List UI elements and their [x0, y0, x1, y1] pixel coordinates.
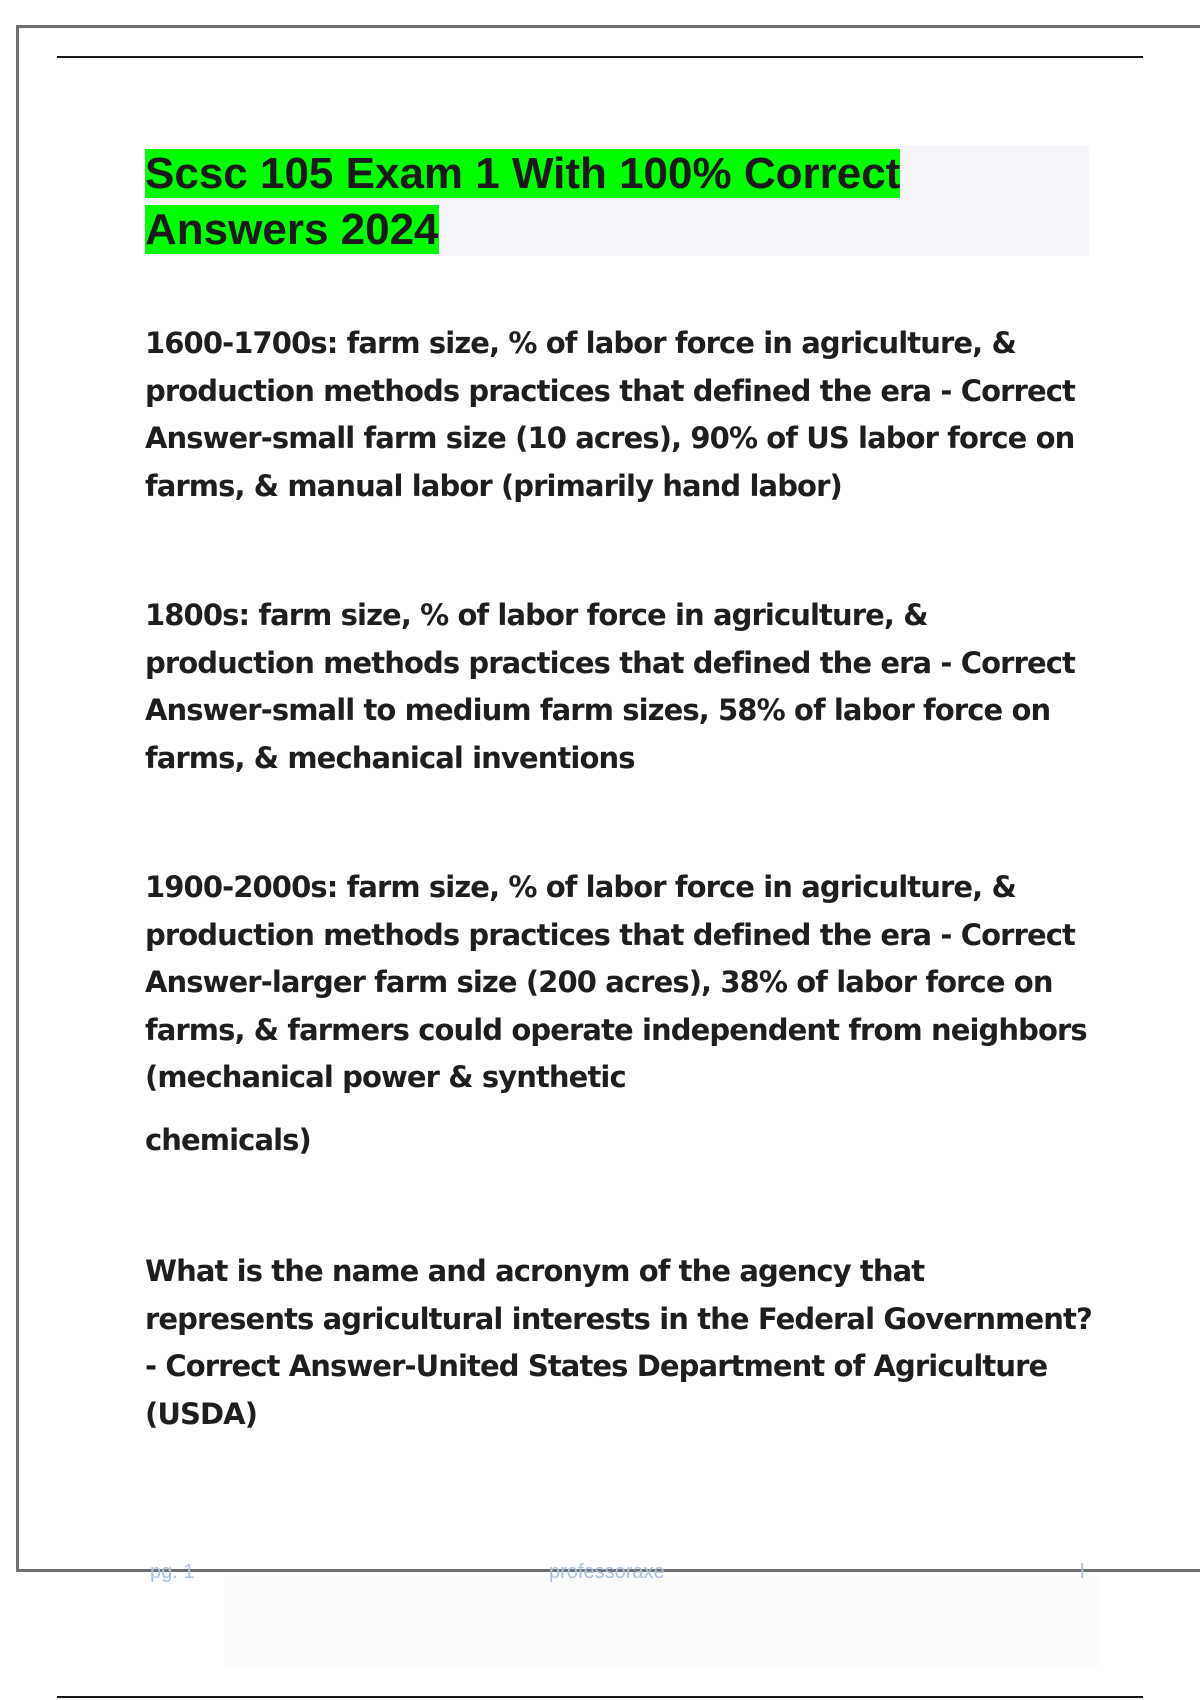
footer-author: professoraxe	[549, 1561, 665, 1583]
bottom-rule	[57, 1696, 1143, 1698]
qa-text: 1900-2000s: farm size, % of labor force in agriculture, & production methods practices that defined the era - Correct Answer-larger farm size (200 acres), 38% of labor force on farms, & farmers could operate independent from neighbors (mechanical power & synthetic	[145, 870, 1087, 1094]
qa-text: What is the name and acronym of the agency that represents agricultural interests in the Federal Government? - Correct Answer-United States Department of Agriculture (USDA)	[145, 1254, 1092, 1431]
qa-text-continuation: chemicals)	[145, 1122, 311, 1157]
document-title	[145, 146, 1089, 258]
qa-item	[145, 592, 1095, 782]
title-highlight: Scsc 105 Exam 1 With 100% Correct Answers 2024	[145, 149, 901, 254]
footer-mark: l	[1080, 1561, 1085, 1583]
qa-item	[145, 320, 1095, 510]
qa-text: 1600-1700s: farm size, % of labor force in agriculture, & production methods practices that defined the era - Correct Answer-small farm size (10 acres), 90% of US labor force on farms, & manual labor (primarily hand labor)	[145, 326, 1075, 503]
qa-item	[145, 864, 1095, 1164]
qa-text: 1800s: farm size, % of labor force in agriculture, & production methods practices that defined the era - Correct Answer-small to medium farm sizes, 58% of labor force on farms, & mechanical inventions	[145, 598, 1075, 775]
page-number: pg. 1	[150, 1561, 195, 1583]
top-rule	[57, 56, 1143, 58]
qa-item	[145, 1248, 1095, 1438]
footer-band	[225, 1572, 1100, 1668]
